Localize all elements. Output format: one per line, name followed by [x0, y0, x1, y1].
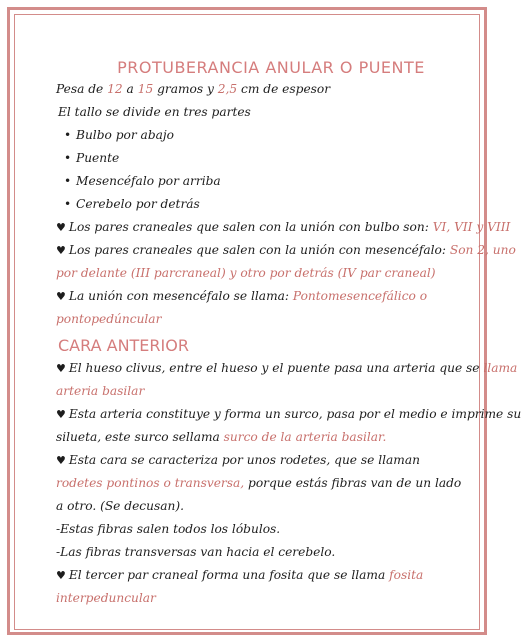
- fosita-continuation: interpeduncular: [56, 591, 156, 605]
- rodetes-line: [56, 449, 446, 472]
- list-item: [56, 170, 446, 193]
- surco-text: Esta arteria constituye y forma un surco, pasa por el medio e imprime su: [68, 407, 521, 421]
- surco-line: [56, 403, 521, 426]
- clivus-value: llama: [483, 361, 518, 375]
- pairs-bulbo-value: VI, VII y VIII: [432, 220, 511, 234]
- part-label: Bulbo por abajo: [76, 128, 175, 142]
- bullet-icon: •: [64, 197, 72, 211]
- thickness-value: 2,5: [217, 82, 238, 96]
- rodetes-text: Esta cara se caracteriza por unos rodetes, que se llaman: [68, 453, 420, 467]
- weight-line: [56, 78, 446, 101]
- rodetes-continuation-2: a otro. (Se decusan).: [56, 499, 184, 513]
- heart-icon: ♥: [56, 454, 66, 467]
- weight-max: 15: [137, 82, 154, 96]
- fibras-line-2: -Las fibras transversas van hacia el cerebelo.: [56, 545, 336, 559]
- surco-continuation: [56, 426, 446, 449]
- pairs-bulbo-text: Los pares craneales que salen con la unión con bulbo son:: [68, 220, 433, 234]
- union-text: La unión con mesencéfalo se llama:: [68, 289, 293, 303]
- surco-text-2: silueta, este surco sellama: [56, 430, 224, 444]
- rodetes-continuation: [56, 472, 462, 495]
- pairs-mesencefalo-continuation: por delante (III parcraneal) y otro por detrás (IV par craneal): [56, 266, 436, 280]
- heart-icon: ♥: [56, 221, 66, 234]
- heart-icon: ♥: [56, 408, 66, 421]
- weight-min: 12: [107, 82, 123, 96]
- weight-mid: a: [122, 82, 138, 96]
- bullet-icon: •: [64, 174, 72, 188]
- rodetes-value: rodetes pontinos o transversa,: [56, 476, 245, 490]
- bullet-icon: •: [64, 151, 72, 165]
- fosita-text: El tercer par craneal forma una fosita que se llama: [68, 568, 390, 582]
- fibras-line-1: -Estas fibras salen todos los lóbulos.: [56, 522, 281, 536]
- union-continuation: pontopedúncular: [56, 312, 162, 326]
- document-body: [56, 58, 521, 610]
- section-title: CARA ANTERIOR: [58, 336, 189, 355]
- list-item: [56, 193, 446, 216]
- heart-icon: ♥: [56, 244, 66, 257]
- rodetes-text-2: porque estás fibras van de un lado: [244, 476, 462, 490]
- weight-prefix: Pesa de: [56, 82, 108, 96]
- pairs-mesencefalo-line: [56, 239, 516, 262]
- fosita-line: [56, 564, 446, 587]
- heart-icon: ♥: [56, 290, 66, 303]
- clivus-text: El hueso clivus, entre el hueso y el puente pasa una arteria que se: [68, 361, 484, 375]
- pairs-mesencefalo-value: Son 2, uno: [449, 243, 516, 257]
- heart-icon: ♥: [56, 362, 66, 375]
- list-item: [56, 147, 446, 170]
- part-label: Mesencéfalo por arriba: [76, 174, 221, 188]
- bullet-icon: •: [64, 128, 72, 142]
- part-label: Puente: [76, 151, 120, 165]
- surco-value: surco de la arteria basilar.: [223, 430, 387, 444]
- pairs-bulbo-line: [56, 216, 511, 239]
- fosita-value: fosita: [389, 568, 424, 582]
- divide-intro: El tallo se divide en tres partes: [58, 105, 251, 119]
- weight-suffix: cm de espesor: [237, 82, 331, 96]
- clivus-continuation: arteria basilar: [56, 384, 145, 398]
- page-title: PROTUBERANCIA ANULAR O PUENTE: [117, 58, 425, 77]
- list-item: [56, 124, 446, 147]
- clivus-line: [56, 357, 518, 380]
- part-label: Cerebelo por detrás: [76, 197, 200, 211]
- weight-mid2: gramos y: [153, 82, 218, 96]
- pairs-mesencefalo-text: Los pares craneales que salen con la unión con mesencéfalo:: [68, 243, 450, 257]
- heart-icon: ♥: [56, 569, 66, 582]
- union-value: Pontomesencefálico o: [292, 289, 428, 303]
- union-line: [56, 285, 446, 308]
